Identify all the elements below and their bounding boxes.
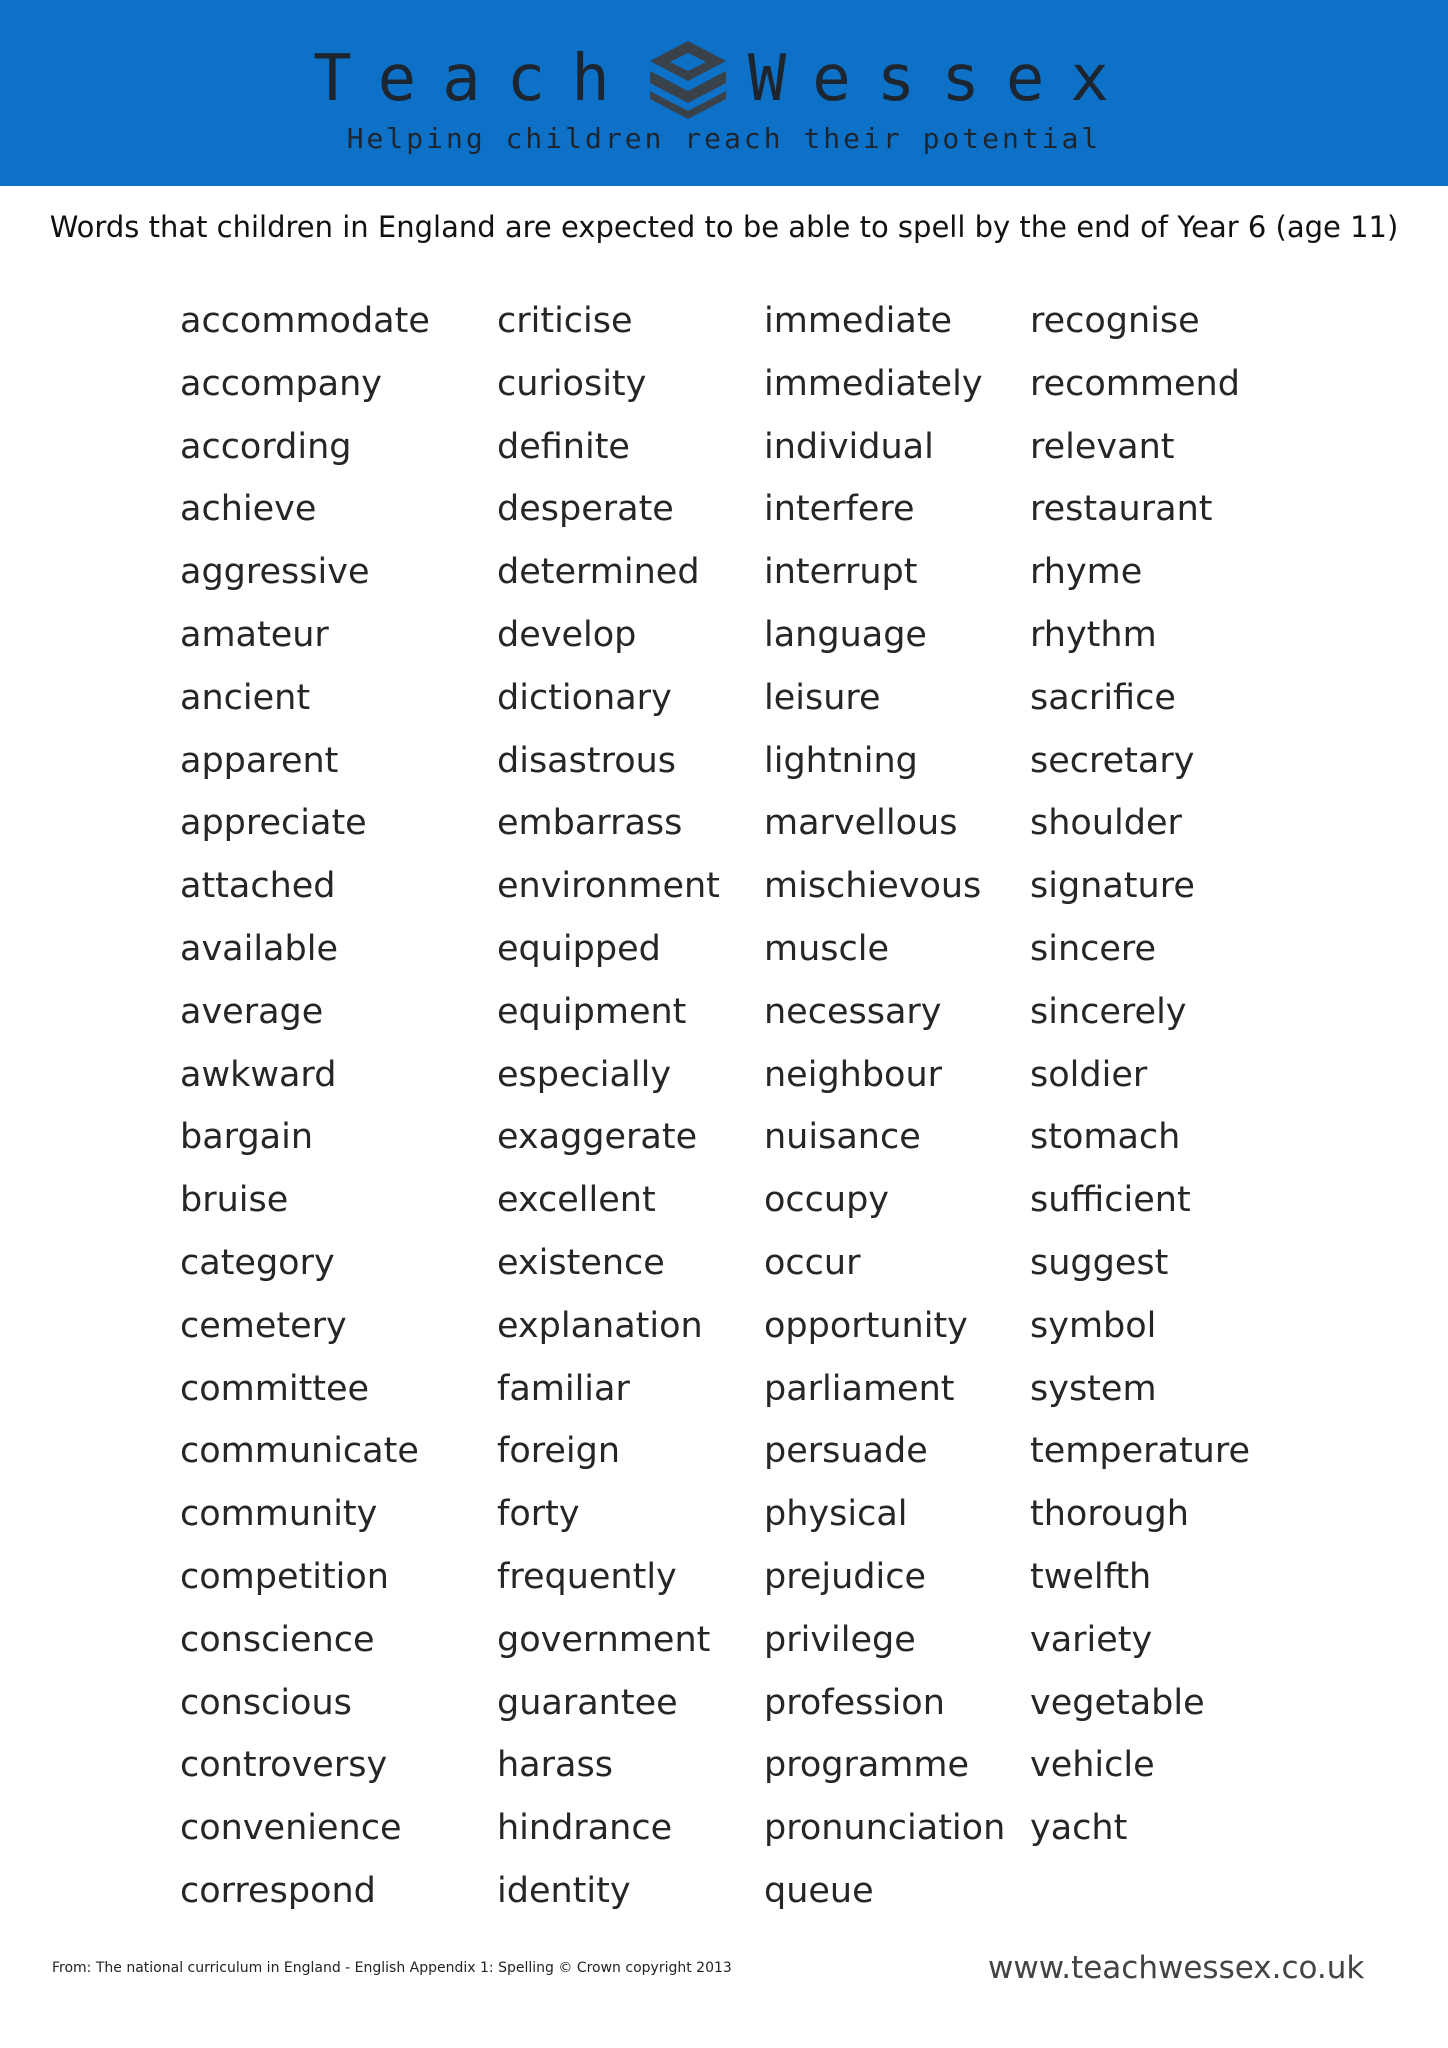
spelling-word: explanation [497, 1305, 703, 1346]
spelling-word: persuade [764, 1431, 928, 1472]
spelling-word: occur [764, 1242, 861, 1283]
spelling-word: symbol [1030, 1305, 1157, 1346]
word-column-2 [497, 295, 720, 1928]
spelling-word: harass [497, 1745, 613, 1786]
spelling-word: sincere [1030, 928, 1157, 969]
spelling-word: vegetable [1030, 1682, 1205, 1723]
spelling-word: accompany [180, 363, 383, 404]
source-citation: From: The national curriculum in England - English Appendix 1: Spelling © Crown copyright 2013 [52, 1960, 732, 1976]
stacked-chevron-cube-logo-icon [646, 37, 730, 121]
spelling-word: curiosity [497, 363, 647, 404]
spelling-word: physical [764, 1494, 908, 1535]
spelling-word: profession [764, 1682, 945, 1723]
spelling-word: system [1030, 1368, 1157, 1409]
spelling-word: develop [497, 614, 637, 655]
spelling-word: especially [497, 1054, 672, 1095]
spelling-word: excellent [497, 1180, 656, 1221]
spelling-word: opportunity [764, 1305, 968, 1346]
spelling-word: desperate [497, 489, 674, 530]
spelling-word: frequently [497, 1556, 677, 1597]
spelling-word: average [180, 991, 324, 1032]
spelling-word: rhythm [1030, 614, 1157, 655]
spelling-word: language [764, 614, 927, 655]
spelling-word: neighbour [764, 1054, 943, 1095]
spelling-word: sacrifice [1030, 677, 1176, 718]
spelling-word: equipment [497, 991, 687, 1032]
spelling-word: recognise [1030, 301, 1200, 341]
spelling-word: recommend [1030, 363, 1240, 404]
spelling-word: correspond [180, 1870, 376, 1911]
spelling-word: appreciate [180, 803, 367, 844]
spelling-word: rhyme [1030, 552, 1143, 593]
spelling-word: government [497, 1619, 711, 1660]
spelling-word: shoulder [1030, 803, 1182, 844]
word-column-4 [1030, 295, 1250, 1865]
spelling-word: programme [764, 1745, 970, 1786]
spelling-word: leisure [764, 677, 881, 718]
spelling-word: sincerely [1030, 991, 1187, 1032]
spelling-word: sufficient [1030, 1180, 1191, 1221]
spelling-word: embarrass [497, 803, 683, 844]
spelling-word: interfere [764, 489, 915, 530]
spelling-word: suggest [1030, 1242, 1169, 1283]
spelling-word: accommodate [180, 301, 430, 341]
spelling-word: according [180, 426, 352, 467]
spelling-word: yacht [1030, 1808, 1128, 1849]
spelling-word: achieve [180, 489, 317, 530]
spelling-word: available [180, 928, 338, 969]
spelling-word: amateur [180, 614, 329, 655]
spelling-word: definite [497, 426, 630, 467]
spelling-word: equipped [497, 928, 661, 969]
spelling-word: convenience [180, 1808, 402, 1849]
spelling-word: immediate [764, 301, 953, 341]
spelling-word: stomach [1030, 1117, 1181, 1158]
spelling-word: controversy [180, 1745, 388, 1786]
word-column-3 [764, 295, 1005, 1928]
spelling-word: restaurant [1030, 489, 1213, 530]
spelling-word: parliament [764, 1368, 955, 1409]
spelling-word: dictionary [497, 677, 672, 718]
spelling-word: bruise [180, 1180, 289, 1221]
spelling-word: vehicle [1030, 1745, 1155, 1786]
tagline: Helping children reach their potential [346, 122, 1102, 155]
spelling-word: competition [180, 1556, 389, 1597]
spelling-word: conscience [180, 1619, 375, 1660]
spelling-word: existence [497, 1242, 665, 1283]
spelling-word: lightning [764, 740, 918, 781]
spelling-word: individual [764, 426, 934, 467]
spelling-word: privilege [764, 1619, 916, 1660]
spelling-word: signature [1030, 866, 1195, 907]
spelling-word: thorough [1030, 1494, 1189, 1535]
spelling-word: determined [497, 552, 700, 593]
brand-name-left: Teach [313, 42, 636, 116]
spelling-word: prejudice [764, 1556, 926, 1597]
spelling-word: mischievous [764, 866, 982, 907]
spelling-word: identity [497, 1870, 631, 1911]
spelling-word: temperature [1030, 1431, 1250, 1472]
spelling-word: familiar [497, 1368, 630, 1409]
spelling-word: cemetery [180, 1305, 347, 1346]
spelling-word: exaggerate [497, 1117, 698, 1158]
spelling-word: foreign [497, 1431, 621, 1472]
spelling-word: bargain [180, 1117, 314, 1158]
spelling-word: attached [180, 866, 336, 907]
spelling-word: secretary [1030, 740, 1195, 781]
spelling-word: hindrance [497, 1808, 673, 1849]
spelling-word: variety [1030, 1619, 1153, 1660]
spelling-word: conscious [180, 1682, 352, 1723]
spelling-word: apparent [180, 740, 339, 781]
spelling-word: community [180, 1494, 378, 1535]
spelling-word: disastrous [497, 740, 677, 781]
spelling-word: criticise [497, 301, 633, 341]
page-subtitle: Words that children in England are expected to be able to spell by the end of Year 6 (age 11) [49, 210, 1399, 244]
spelling-word: committee [180, 1368, 370, 1409]
spelling-word: queue [764, 1870, 874, 1911]
spelling-word: pronunciation [764, 1808, 1006, 1849]
spelling-word: soldier [1030, 1054, 1148, 1095]
spelling-word: marvellous [764, 803, 958, 844]
header-banner [0, 0, 1448, 186]
spelling-word: relevant [1030, 426, 1175, 467]
brand-logo-wordmark [0, 34, 1448, 124]
spelling-word: ancient [180, 677, 311, 718]
spelling-word: aggressive [180, 552, 370, 593]
spelling-word: communicate [180, 1431, 419, 1472]
spelling-word: necessary [764, 991, 942, 1032]
spelling-word: forty [497, 1494, 580, 1535]
word-column-1 [180, 295, 430, 1928]
spelling-word: awkward [180, 1054, 337, 1095]
spelling-word: nuisance [764, 1117, 921, 1158]
spelling-word: guarantee [497, 1682, 678, 1723]
spelling-word: environment [497, 866, 720, 907]
spelling-word: twelfth [1030, 1556, 1152, 1597]
spelling-word: immediately [764, 363, 983, 404]
spelling-word: occupy [764, 1180, 890, 1221]
spelling-word: interrupt [764, 552, 918, 593]
spelling-word: muscle [764, 928, 890, 969]
brand-name-right: Wessex [747, 42, 1135, 116]
spelling-word: category [180, 1242, 335, 1283]
website-url: www.teachwessex.co.uk [988, 1950, 1365, 1986]
